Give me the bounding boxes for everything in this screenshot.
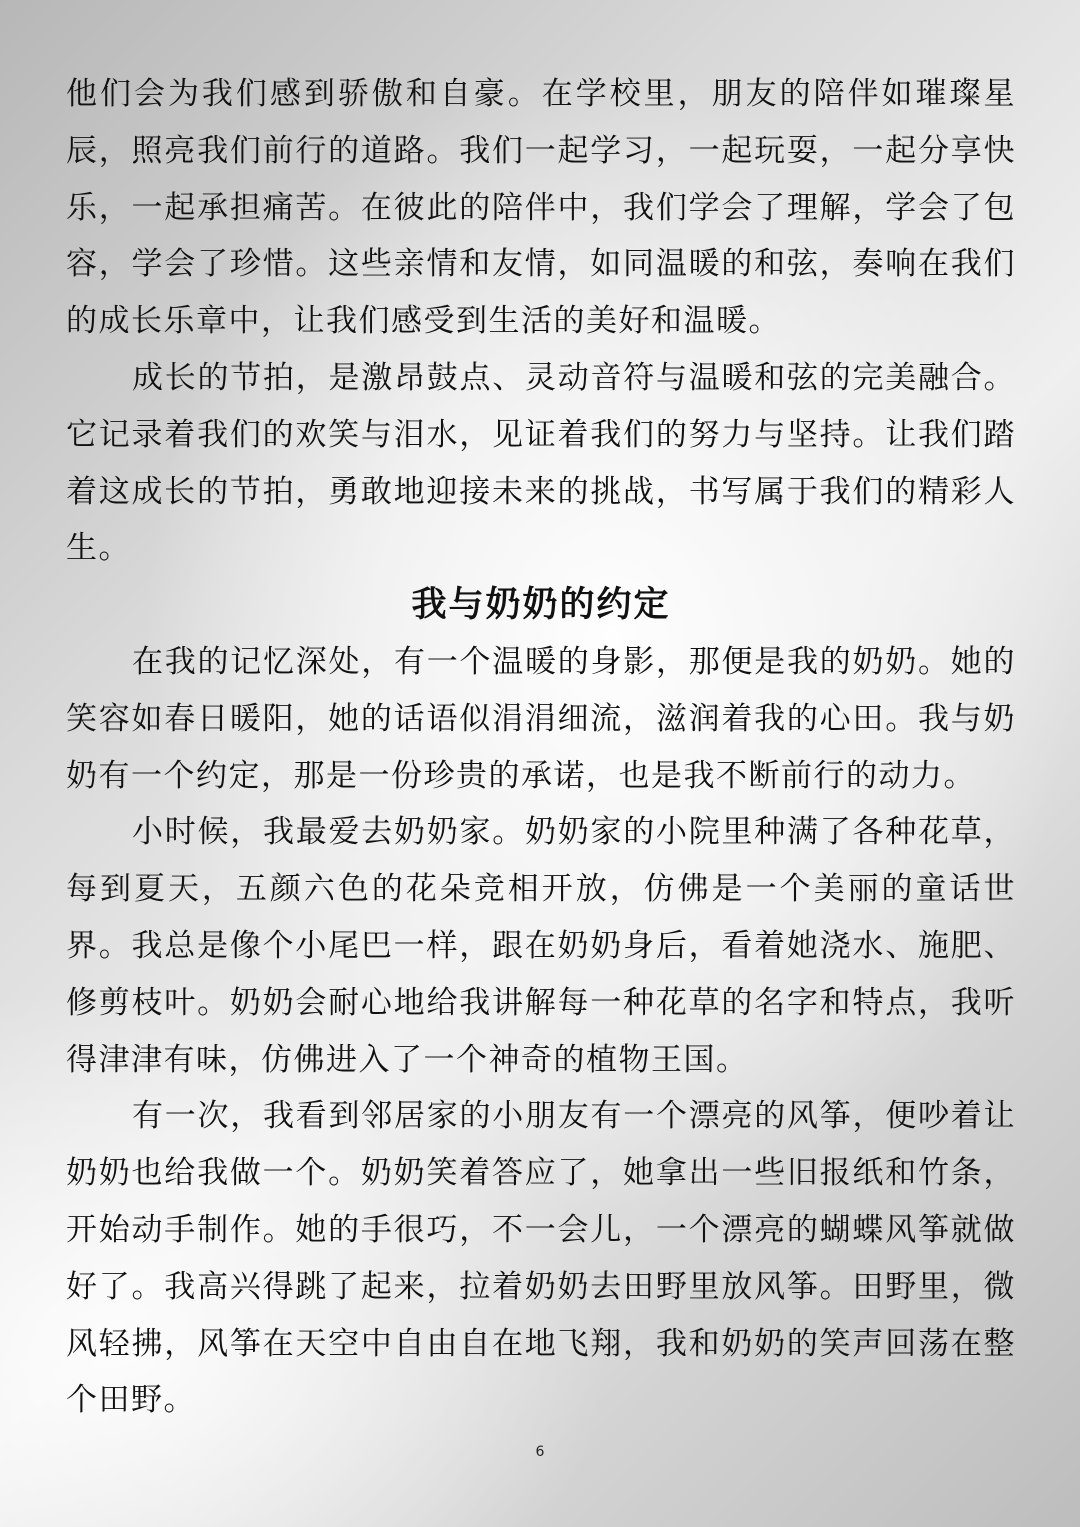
paragraph-childhood-garden: 小时候，我最爱去奶奶家。奶奶家的小院里种满了各种花草，每到夏天，五颜六色的花朵竞相开放，仿佛是一个美丽的童话世界。我总是像个小尾巴一样，跟在奶奶身后，看着她浇水、施肥、修剪枝叶。奶奶会耐心地给我讲解每一种花草的名字和特点，我听得津津有味，仿佛进入了一个神奇的植物王国。 (66, 814, 1016, 1078)
page-number: 6 (535, 1444, 545, 1460)
essay-title: 我与奶奶的约定 (411, 584, 671, 626)
paragraph-memory: 在我的记忆深处，有一个温暖的身影，那便是我的奶奶。她的笑容如春日暖阳，她的话语似涓涓细流，滋润着我的心田。我与奶奶有一个约定，那是一份珍贵的承诺，也是我不断前行的动力。 (66, 643, 1016, 794)
page-content (66, 66, 1016, 1429)
paragraph-kite: 有一次，我看到邻居家的小朋友有一个漂亮的风筝，便吵着让奶奶也给我做一个。奶奶笑着答应了，她拿出一些旧报纸和竹条，开始动手制作。她的手很巧，不一会儿，一个漂亮的蝴蝶风筝就做好了。我高兴得跳了起来，拉着奶奶去田野里放风筝。田野里，微风轻拂，风筝在天空中自由自在地飞翔，我和奶奶的笑声回荡在整个田野。 (66, 1098, 1016, 1419)
paragraph-continuation: 他们会为我们感到骄傲和自豪。在学校里，朋友的陪伴如璀璨星辰，照亮我们前行的道路。我们一起学习，一起玩耍，一起分享快乐，一起承担痛苦。在彼此的陪伴中，我们学会了理解，学会了包容，学会了珍惜。这些亲情和友情，如同温暖的和弦，奏响在我们的成长乐章中，让我们感受到生活的美好和温暖。 (66, 76, 1016, 340)
paragraph-growth-rhythm: 成长的节拍，是激昂鼓点、灵动音符与温暖和弦的完美融合。它记录着我们的欢笑与泪水，见证着我们的努力与坚持。让我们踏着这成长的节拍，勇敢地迎接未来的挑战，书写属于我们的精彩人生。 (66, 359, 1016, 567)
